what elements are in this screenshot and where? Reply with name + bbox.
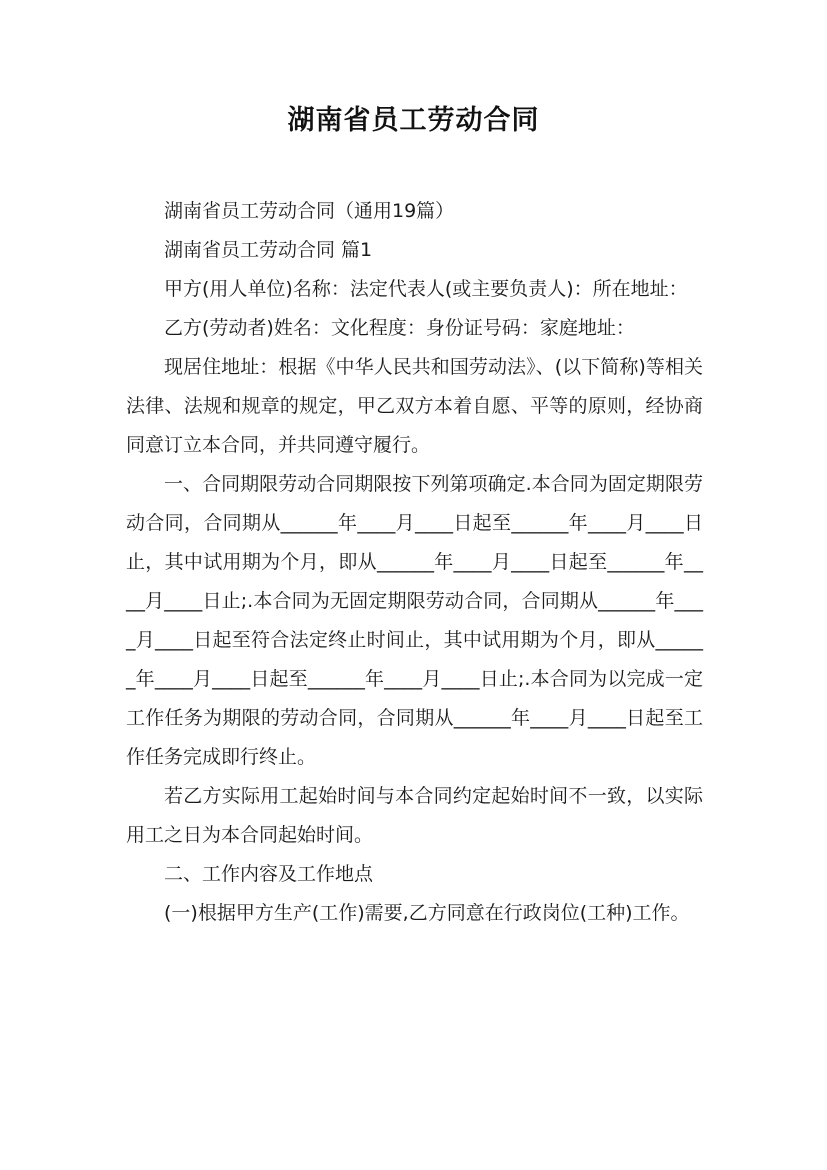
document-body — [126, 192, 703, 933]
party-b-paragraph: 乙方(劳动者)姓名：文化程度：身份证号码：家庭地址： — [164, 317, 635, 339]
section-two-heading: 二、工作内容及工作地点 — [164, 863, 374, 885]
work-content-paragraph: (一)根据甲方生产(工作)需要,乙方同意在行政岗位(工种)工作。 — [164, 902, 690, 924]
start-time-paragraph: 若乙方实际用工起始时间与本合同约定起始时间不一致，以实际用工之日为本合同起始时间。 — [126, 785, 703, 846]
contract-term-paragraph: 一、合同期限劳动合同期限按下列第项确定.本合同为固定期限劳动合同，合同期从______年____月____日起至______年____月____日止，其中试用期为个月，即从______年____月____日起至______年____月____日止;.本合同为无固定期限劳动合同，合同期从______年____月____日起至符合法定终止时间止，其中试用期为个月，即从______年____月____日起至______年____月____日止;.本合同为以完成一定工作任务为期限的劳动合同，合同期从______年____月____日起至工作任务完成即行终止。 — [126, 473, 703, 768]
document-title: 湖南省员工劳动合同 — [287, 105, 540, 136]
subtitle-paragraph: 湖南省员工劳动合同（通用19篇） — [164, 200, 455, 222]
preamble-paragraph: 现居住地址：根据《中华人民共和国劳动法》、(以下简称)等相关法律、法规和规章的规定，甲乙双方本着自愿、平等的原则，经协商同意订立本合同，并共同遵守履行。 — [126, 356, 703, 456]
party-a-paragraph: 甲方(用人单位)名称：法定代表人(或主要负责人)：所在地址： — [164, 278, 688, 300]
section-heading: 湖南省员工劳动合同 篇1 — [164, 239, 373, 261]
